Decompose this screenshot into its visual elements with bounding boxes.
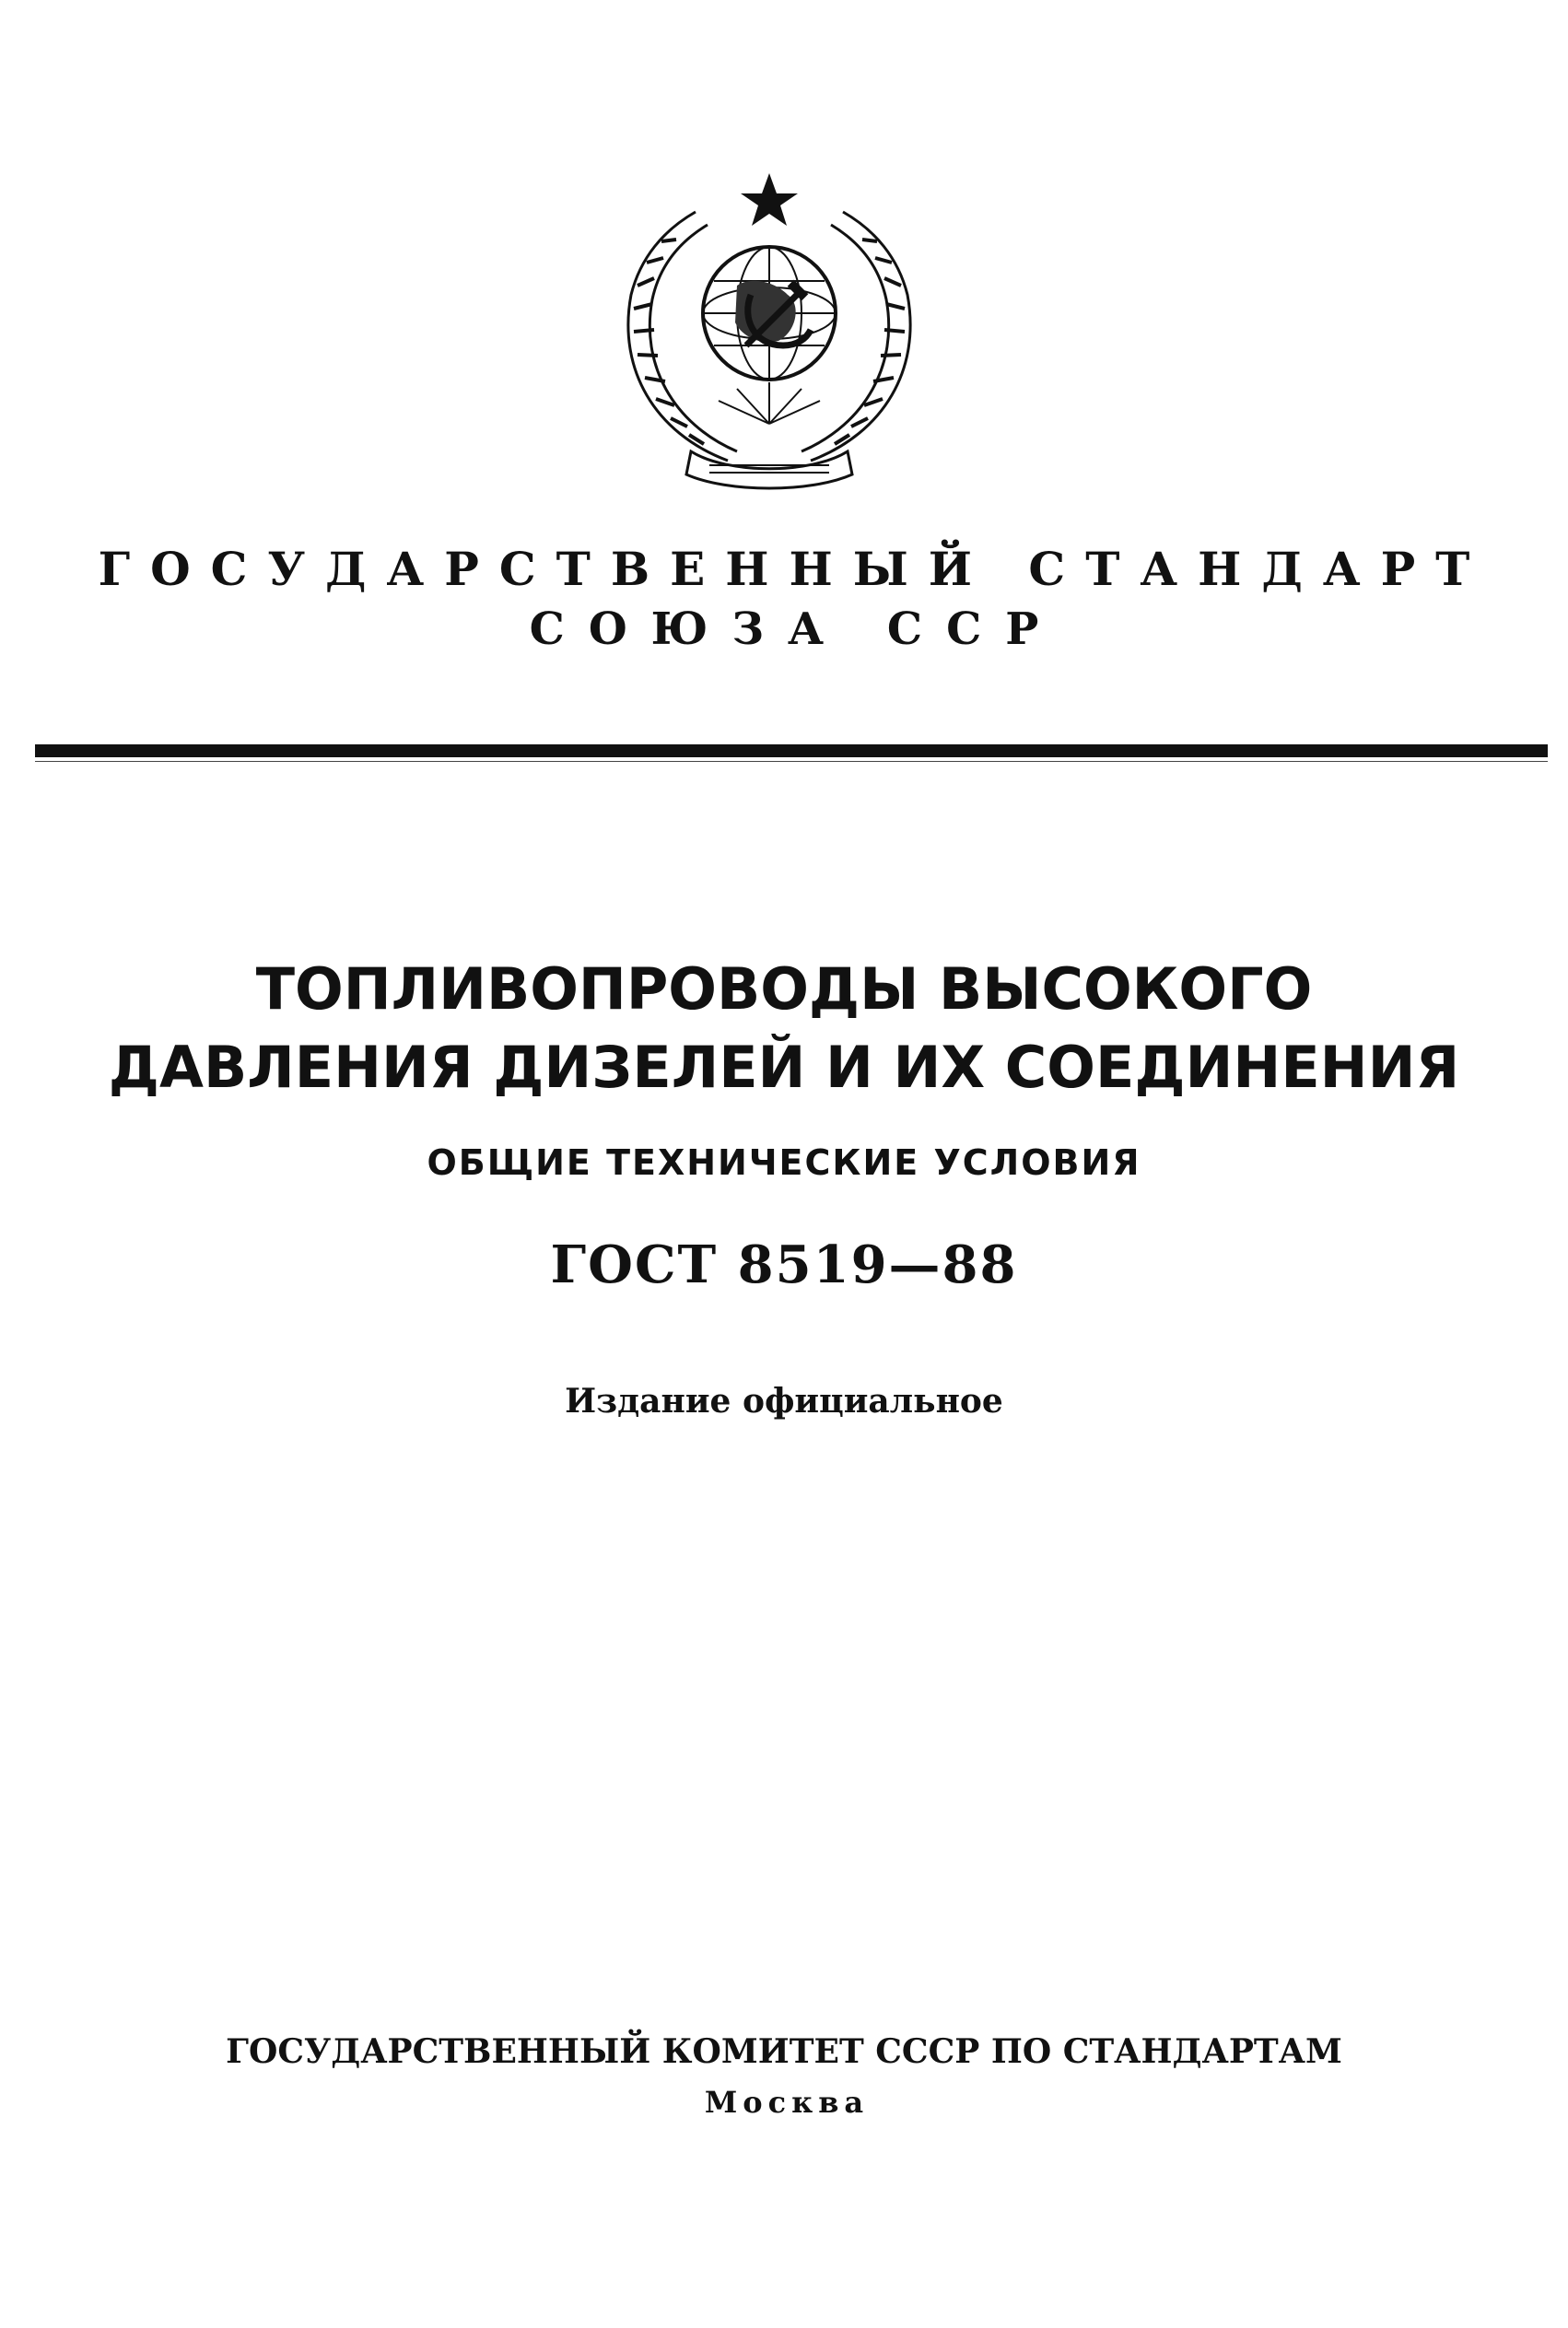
publisher: ГОСУДАРСТВЕННЫЙ КОМИТЕТ СССР ПО СТАНДАРТАМ bbox=[226, 2032, 1342, 2071]
ussr-coat-of-arms-icon bbox=[590, 157, 949, 507]
header-union-title: СОЮЗА ССР bbox=[529, 603, 1063, 655]
divider-rule-thin bbox=[35, 761, 1548, 762]
standard-number: ГОСТ 8519—88 bbox=[550, 1234, 1018, 1295]
header-standard-title: ГОСУДАРСТВЕННЫЙ СТАНДАРТ bbox=[98, 542, 1491, 596]
divider-rule bbox=[35, 744, 1548, 757]
document-title-line1: ТОПЛИВОПРОВОДЫ ВЫСОКОГО bbox=[255, 955, 1313, 1023]
publication-city: Москва bbox=[704, 2085, 870, 2120]
document-subtitle: ОБЩИЕ ТЕХНИЧЕСКИЕ УСЛОВИЯ bbox=[427, 1142, 1141, 1183]
edition-label: Издание официальное bbox=[565, 1382, 1003, 1421]
document-title-line2: ДАВЛЕНИЯ ДИЗЕЛЕЙ И ИХ СОЕДИНЕНИЯ bbox=[108, 1034, 1460, 1101]
